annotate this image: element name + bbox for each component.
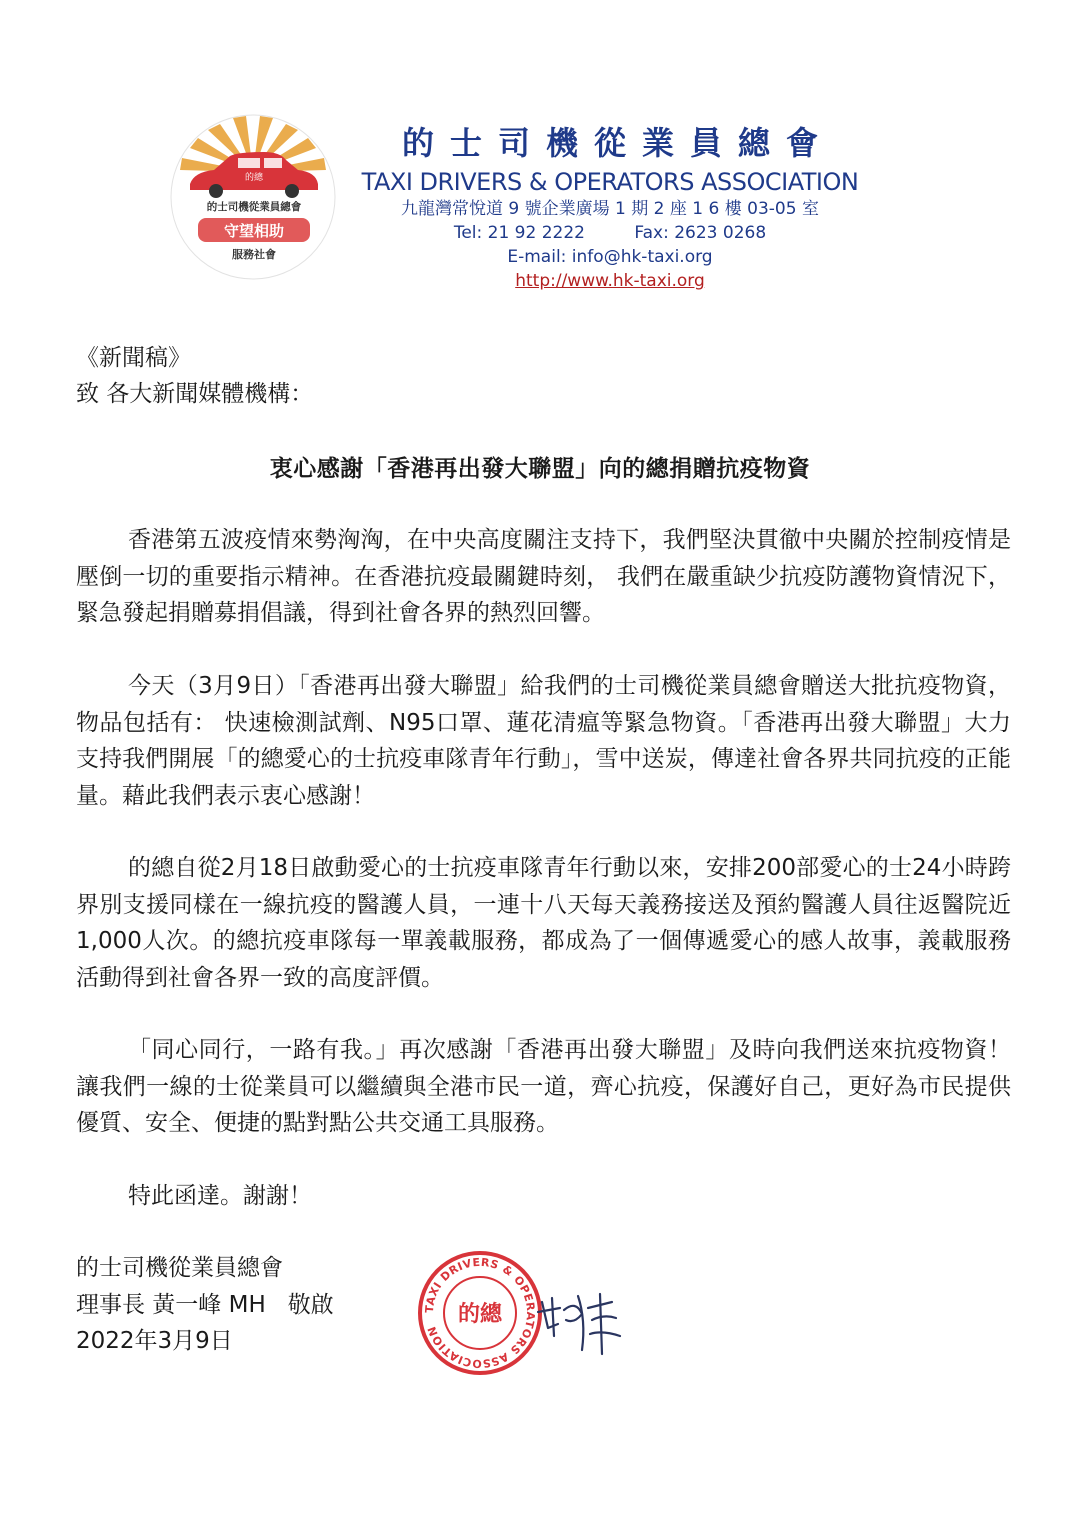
logo-ring-text: 的士司機從業員總會 [206,201,302,213]
telephone: Tel: 21 92 2222 [453,223,585,243]
signature-date: 2022年3月9日 [76,1328,233,1354]
signature-signer: 理事長 黃一峰 MH 敬啟 [76,1291,334,1318]
seal-ring-text: TAXI DRIVERS & OPERATORS ASSOCIATION [422,1255,538,1371]
paragraph-1: 香港第五波疫情來勢洶洶，在中央高度關注支持下，我們堅決貫徹中央關於控制疫情是壓倒一切的重要指示精神。在香港抗疫最關鍵時刻， 我們在嚴重缺少抗疫防護物資情況下，緊急發起捐贈募捐倡議，得到社會各界的熱烈回響。 [76,527,1011,626]
organization-address: 九龍灣常悅道 9 號企業廣場 1 期 2 座 1 6 樓 03-05 室 [401,199,819,219]
signature-organization: 的士司機從業員總會 [76,1255,283,1281]
document-type-label: 《新聞稿》 [76,345,191,371]
paragraph-4: 「同心同行，一路有我。」再次感謝「香港再出發大聯盟」及時向我們送來抗疫物資！讓我們一線的士從業員可以繼續與全港市民一道，齊心抗疫，保護好自己，更好為市民提供優質、安全、便捷的點對點公共交通工具服務。 [76,1037,1011,1136]
paragraph-3: 的總自從2月18日啟動愛心的士抗疫車隊青年行動以來，安排200部愛心的士24小時跨界別支援同樣在一線抗疫的醫護人員，一連十八天每天義務接送及預約醫護人員往返醫院近1,000人次。的總抗疫車隊每一單義載服務，都成為了一個傳遞愛心的感人故事，義載服務活動得到社會各界一致的高度評價。 [76,855,1011,991]
logo-center-text: 的總 [244,173,264,183]
association-seal [415,1248,545,1378]
recipient-line: 致 各大新聞媒體機構： [76,381,314,407]
fax: Fax: 2623 0268 [634,223,767,243]
organization-name-english: TAXI DRIVERS & OPERATORS ASSOCIATION [361,168,859,196]
website-link[interactable]: http://www.hk-taxi.org [515,271,705,291]
closing-line: 特此函達。謝謝！ [128,1183,312,1209]
organization-name-chinese: 的士司機從業員總會 [401,124,834,162]
email: E-mail: info@hk-taxi.org [507,247,713,267]
signature-block [76,1250,334,1360]
logo-banner-text: 守望相助 [223,222,285,240]
association-logo [168,112,338,282]
seal-center-text: 的總 [457,1302,503,1327]
letterhead [360,118,860,292]
paragraph-2: 今天（3月9日）「香港再出發大聯盟」給我們的士司機從業員總會贈送大批抗疫物資，物品包括有： 快速檢測試劑、N95口罩、蓮花清瘟等緊急物資。「香港再出發大聯盟」大力支持我們開展「的總愛心的士抗疫車隊青年行動」，雪中送炭，傳達社會各界共同抗疫的正能量。藉此我們表示衷心感謝！ [76,673,1011,809]
logo-bottom-text: 服務社會 [232,248,276,261]
contact-phone-fax [360,222,860,244]
handwritten-signature [530,1280,630,1360]
headline: 衷心感謝「香港再出發大聯盟」向的總捐贈抗疫物資 [269,456,811,482]
